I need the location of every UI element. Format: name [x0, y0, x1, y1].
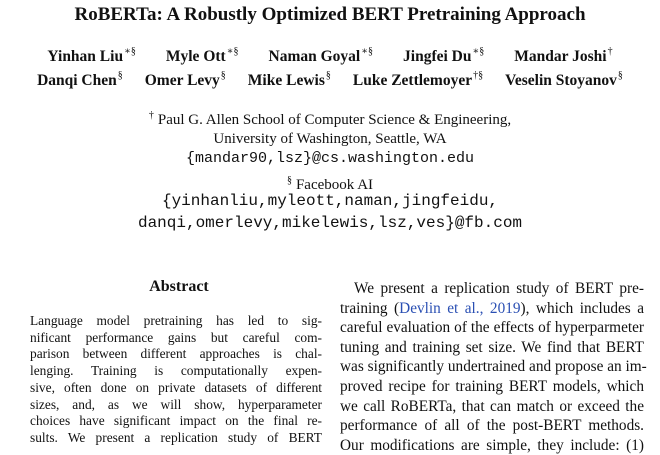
intro-line: proved recipe for training BERT models, which	[340, 377, 644, 395]
abstract-line: Language model pretraining has led to sig-	[30, 313, 322, 328]
affiliation-uw-line1: † Paul G. Allen School of Computer Science & Engineering,	[148, 110, 512, 128]
author: Danqi Chen§	[37, 70, 123, 89]
affiliation-facebook-email-line2: danqi,omerlevy,mikelewis,lsz,ves}@fb.com	[137, 214, 523, 232]
introduction-body	[340, 279, 647, 455]
author-list-row-2	[0, 70, 660, 90]
intro-line: was significantly undertrained and propose an im-	[340, 358, 647, 376]
author: Veselin Stoyanov§	[505, 70, 623, 89]
abstract-line: choices have significant impact on the final re-	[30, 413, 322, 429]
abstract-body	[30, 313, 322, 447]
affiliation-uw	[0, 106, 660, 168]
affiliation-facebook-email-line1: {yinhanliu,myleott,naman,jingfeidu,	[161, 192, 499, 210]
abstract-line: lenging. Training is computationally expen-	[30, 363, 322, 379]
author: Omer Levy§	[144, 70, 226, 89]
author: Naman Goyal∗§	[268, 46, 374, 65]
author: Mandar Joshi†	[514, 46, 613, 65]
author: Jingfei Du∗§	[403, 46, 485, 65]
author: Mike Lewis§	[247, 70, 331, 89]
abstract-line: nificant performance gains but careful com-	[30, 329, 322, 345]
intro-line: tuning and training set size. We find that BERT	[340, 338, 644, 356]
intro-line: careful evaluation of the effects of hyperparmeter	[340, 319, 644, 337]
intro-line-with-citation: training (Devlin et al., 2019), which includes a	[340, 299, 645, 317]
abstract-line: sive, often done on private datasets of different	[30, 379, 322, 395]
affiliation-uw-line2: University of Washington, Seattle, WA	[213, 131, 447, 147]
affiliation-uw-email: {mandar90,lsz}@cs.washington.edu	[185, 150, 475, 167]
intro-line: Our modifications are simple, they include: (1)	[340, 436, 644, 454]
author: Luke Zettlemoyer†§	[352, 70, 484, 89]
citation-link[interactable]: Devlin et al., 2019	[399, 299, 521, 317]
abstract-line: sults. We present a replication study of BERT	[30, 429, 322, 445]
abstract-heading: Abstract	[149, 278, 209, 295]
intro-line: we call RoBERTa, that can match or exceed the	[340, 397, 644, 415]
author: Yinhan Liu∗§	[47, 46, 136, 65]
abstract-line: parison between different approaches is chal-	[30, 346, 322, 362]
author-list-row-1	[0, 46, 660, 66]
affiliation-facebook-emails	[0, 190, 660, 234]
affiliation-facebook-line1: § Facebook AI	[286, 175, 374, 193]
intro-line: We present a replication study of BERT pre-	[354, 280, 644, 297]
abstract-line: sizes, and, as we will show, hyperparameter	[30, 396, 322, 412]
intro-line: performance of all of the post-BERT methods.	[340, 417, 644, 435]
paper-title: RoBERTa: A Robustly Optimized BERT Pretraining Approach	[74, 4, 586, 25]
author: Myle Ott∗§	[165, 46, 239, 65]
